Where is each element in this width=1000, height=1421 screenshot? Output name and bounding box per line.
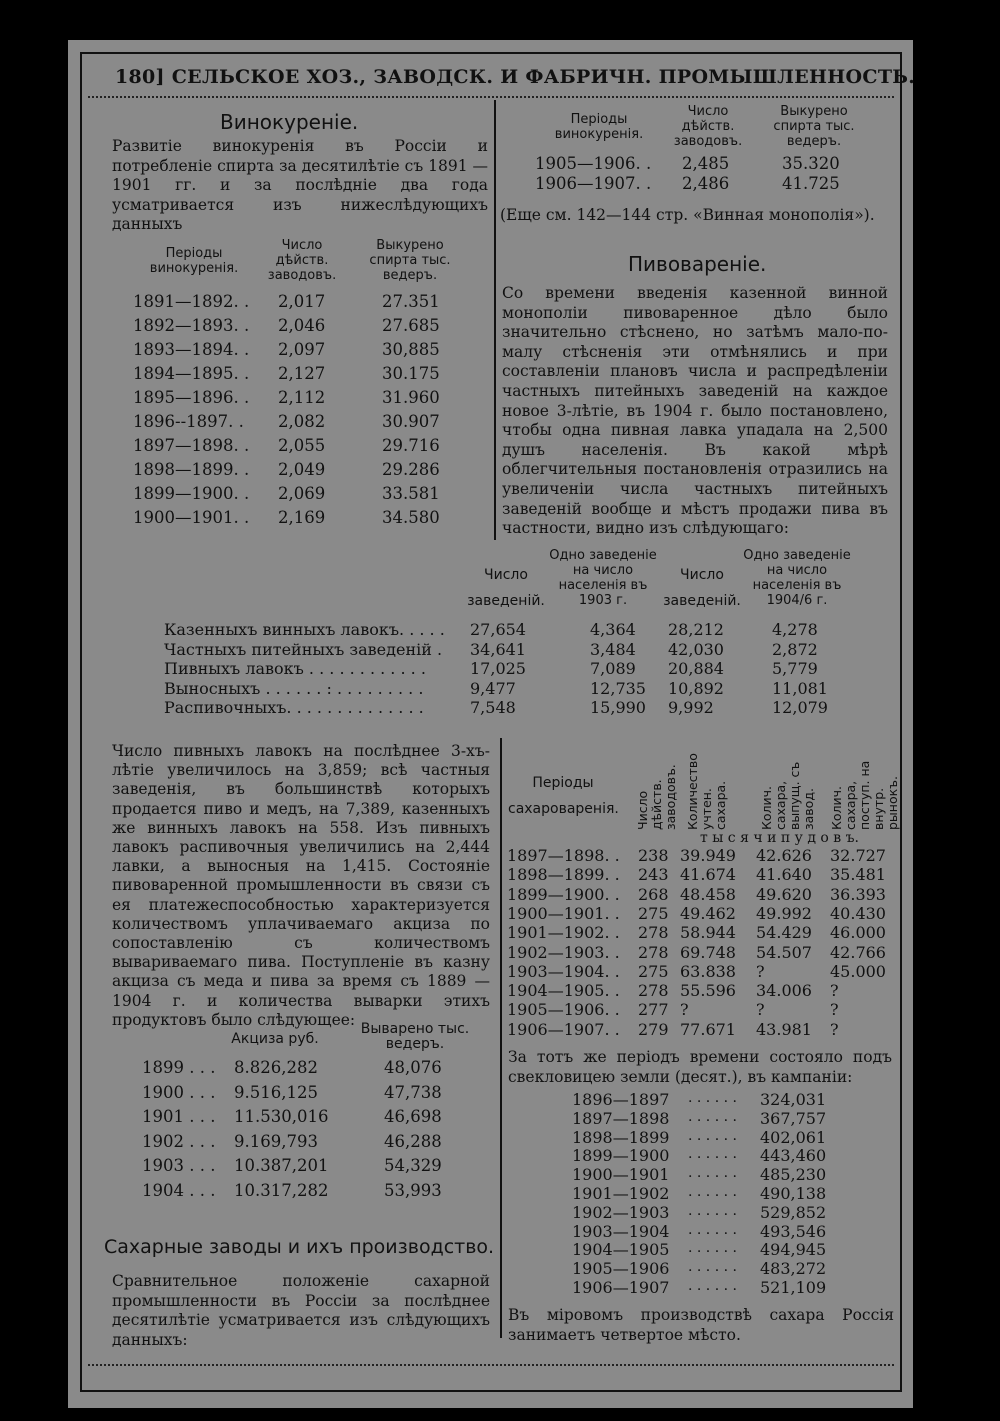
distilling-intro: Развитіе винокуренія въ Россіи и потребленіе спирта за десятилѣтіе съ 1891 — 1901 гг. и за послѣдніе два года усматривается изъ нижеслѣдующихъ данныхъ xyxy=(112,137,488,234)
sugar-col-released: Колич. сахара, выпущ. съ завод. xyxy=(759,761,816,830)
beet-row-period: 1903—1904 xyxy=(572,1221,670,1241)
distilling-row-period: 1897—1898. . xyxy=(133,436,250,455)
shops-col-1903-count: Число заведеній. xyxy=(467,567,545,609)
sugar-row-value: 279 xyxy=(638,1019,669,1039)
sugar-row-value: 48.458 xyxy=(680,884,736,904)
sugar-row-value: ? xyxy=(756,1000,765,1020)
distilling-row-period: 1892—1893. . xyxy=(133,316,250,335)
beet-row-area: 490,138 xyxy=(760,1184,827,1203)
sugar-row-value: 275 xyxy=(638,903,669,923)
beet-row-period: 1902—1903 xyxy=(572,1202,670,1222)
beet-row-dots: . . . . . . xyxy=(688,1165,737,1182)
sugar-row-value: 39.949 xyxy=(680,846,736,865)
beet-row-dots: . . . . . . xyxy=(688,1278,737,1294)
distilling-cont-spirit: 41.725 xyxy=(782,174,840,193)
running-header: 180] СЕЛЬСКОЕ ХОЗ., ЗАВОДСК. И ФАБРИЧН. ПРОМЫШЛЕННОСТЬ. xyxy=(115,66,916,88)
shops-row-label: Частныхъ питейныхъ заведеній . xyxy=(164,639,443,659)
distilling-row-plants: 2,082 xyxy=(278,412,326,431)
beet-row-area: 529,852 xyxy=(760,1202,827,1222)
sugar-row-value: ? xyxy=(830,1019,839,1039)
beer-row-year: 1902 . . . xyxy=(142,1131,216,1151)
beet-row-dots: . . . . . . xyxy=(688,1184,737,1200)
distilling-row-period: 1893—1894. . xyxy=(133,340,250,359)
beer-row-excise: 9.169,793 xyxy=(234,1131,318,1151)
distilling-title: Винокуреніе. xyxy=(220,110,359,134)
shops-row-label: Пивныхъ лавокъ . . . . . . . . . . . . xyxy=(164,659,426,678)
distilling-row-spirit: 30.175 xyxy=(382,364,440,383)
beet-row-period: 1901—1902 xyxy=(572,1184,670,1203)
beet-row-period: 1897—1898 xyxy=(572,1108,670,1128)
sugar-col-period: Періоды сахароваренія. xyxy=(508,775,619,817)
sugar-row-value: ? xyxy=(830,1000,839,1020)
distilling-col-period: Періоды винокуренія. xyxy=(149,246,239,276)
beet-intro: За тотъ же періодъ времени состояло подъ свекловицею земли (десят.), въ кампаніи: xyxy=(508,1048,892,1086)
distilling-row-period: 1899—1900. . xyxy=(133,484,250,503)
sugar-col-counted: Количество учтен. сахара. xyxy=(685,753,728,830)
distilling-cont-plants: 2,485 xyxy=(682,154,730,173)
sugar-row-value: 41.640 xyxy=(756,865,812,885)
shops-row-value: 12,735 xyxy=(590,678,646,698)
distilling-cont-period: 1906—1907. . xyxy=(535,174,652,193)
beer-col-brewed: Выварено тыс. ведеръ. xyxy=(360,1021,470,1052)
sugar-row-period: 1906—1907. . xyxy=(507,1019,620,1039)
beet-row-dots: . . . . . . xyxy=(688,1240,737,1257)
distilling-row-spirit: 27.685 xyxy=(382,316,440,335)
distilling-row-period: 1900—1901. . xyxy=(133,508,250,527)
beet-row-area: 494,945 xyxy=(760,1240,827,1260)
distilling-col-plants: Число дѣйств. заводовъ. xyxy=(267,238,337,283)
sugar-col-plants: Число дѣйств. заводовъ. xyxy=(635,764,678,830)
shops-row-value: 9,992 xyxy=(668,698,714,717)
shops-row-value: 27,654 xyxy=(470,620,526,639)
distilling-row-spirit: 29.716 xyxy=(382,436,440,455)
beer-row-excise: 11.530,016 xyxy=(234,1107,329,1126)
beet-row-dots: . . . . . . xyxy=(688,1202,737,1219)
beet-row-period: 1898—1899 xyxy=(572,1127,670,1147)
beer-col-excise: Акциза руб. xyxy=(231,1031,319,1047)
beet-row-dots: . . . . . . xyxy=(688,1146,737,1163)
distilling-cont-col-spirit: Выкурено спирта тыс. ведеръ. xyxy=(773,104,855,149)
distilling-row-spirit: 30,885 xyxy=(382,340,440,359)
distilling-cont-col-period: Періоды винокуренія. xyxy=(554,112,644,142)
sugar-row-value: 54.507 xyxy=(756,942,812,962)
sugar-title: Сахарные заводы и ихъ производство. xyxy=(104,1236,495,1258)
sugar-row-value: 275 xyxy=(638,961,669,981)
beer-row-excise: 9.516,125 xyxy=(234,1082,318,1102)
beet-row-area: 367,757 xyxy=(760,1108,827,1128)
sugar-row-period: 1904—1905. . xyxy=(507,981,620,1001)
beet-row-area: 443,460 xyxy=(760,1146,827,1166)
shops-row-value: 7,089 xyxy=(590,659,636,678)
sugar-row-value: ? xyxy=(830,981,839,1001)
distilling-row-spirit: 33.581 xyxy=(382,484,440,503)
sugar-row-value: 278 xyxy=(638,981,669,1001)
sugar-row-period: 1902—1903. . xyxy=(507,942,620,962)
distilling-row-plants: 2,017 xyxy=(278,292,326,311)
shops-row-value: 28,212 xyxy=(668,620,724,639)
distilling-row-period: 1894—1895. . xyxy=(133,364,250,383)
beet-row-dots: . . . . . . xyxy=(688,1221,737,1238)
beer-row-year: 1901 . . . xyxy=(142,1107,216,1126)
beet-row-period: 1899—1900 xyxy=(572,1146,670,1166)
beet-row-dots: . . . . . . xyxy=(688,1090,737,1106)
distilling-row-spirit: 29.286 xyxy=(382,460,440,479)
sugar-intro: Сравнительное положеніе сахарной промышленности въ Россіи за послѣднее десятилѣтіе усматривается изъ слѣдующихъ данныхъ: xyxy=(112,1272,490,1349)
sugar-row-value: 32.727 xyxy=(830,846,886,865)
sugar-row-value: 63.838 xyxy=(680,961,736,981)
beer-row-year: 1903 . . . xyxy=(142,1156,216,1175)
distilling-row-plants: 2,097 xyxy=(278,340,326,359)
sugar-row-value: 45.000 xyxy=(830,961,886,981)
sugar-row-period: 1897—1898. . xyxy=(507,846,620,865)
beet-row-dots: . . . . . . xyxy=(688,1108,737,1125)
shops-row-label: Выносныхъ . . . . . . : . . . . . . . . . xyxy=(164,678,424,698)
distilling-row-plants: 2,127 xyxy=(278,364,326,383)
distilling-row-plants: 2,055 xyxy=(278,436,326,455)
shops-row-value: 5,779 xyxy=(772,659,818,678)
shops-row-value: 12,079 xyxy=(772,698,828,717)
beer-row-brewed: 46,288 xyxy=(384,1131,442,1151)
distilling-row-plants: 2,046 xyxy=(278,316,326,335)
sugar-row-value: 58.944 xyxy=(680,923,736,943)
beer-row-brewed: 47,738 xyxy=(384,1082,442,1102)
distilling-row-spirit: 34.580 xyxy=(382,508,440,527)
distilling-row-spirit: 30.907 xyxy=(382,412,440,431)
shops-row-value: 15,990 xyxy=(590,698,646,717)
sugar-row-value: 77.671 xyxy=(680,1019,736,1039)
beer-row-year: 1899 . . . xyxy=(142,1058,216,1077)
beer-row-brewed: 54,329 xyxy=(384,1156,442,1175)
distilling-row-period: 1891—1892. . xyxy=(133,292,250,311)
distilling-row-period: 1898—1899. . xyxy=(133,460,250,479)
sugar-row-value: 277 xyxy=(638,1000,669,1020)
beet-row-period: 1900—1901 xyxy=(572,1165,670,1185)
column-divider-bottom xyxy=(500,738,502,1338)
distilling-row-period: 1896--1897. . xyxy=(133,412,244,431)
shops-row-value: 34,641 xyxy=(470,639,526,659)
beet-row-area: 402,061 xyxy=(760,1127,827,1147)
beet-row-dots: . . . . . . xyxy=(688,1127,737,1144)
distilling-cont-period: 1905—1906. . xyxy=(535,154,652,173)
distilling-row-spirit: 31.960 xyxy=(382,388,440,407)
sugar-row-value: 40.430 xyxy=(830,903,886,923)
shops-row-value: 3,484 xyxy=(590,639,636,659)
brewing-title: Пивовареніе. xyxy=(628,252,767,276)
beet-row-period: 1905—1906 xyxy=(572,1259,670,1279)
monopoly-note: (Еще см. 142—144 стр. «Винная монополія»). xyxy=(500,206,875,224)
sugar-row-value: 34.006 xyxy=(756,981,812,1001)
sugar-row-value: 49.992 xyxy=(756,903,812,923)
shops-row-value: 42,030 xyxy=(668,639,724,659)
shops-row-value: 20,884 xyxy=(668,659,724,678)
sugar-row-period: 1898—1899. . xyxy=(507,865,620,885)
distilling-cont-col-plants: Число дѣйств. заводовъ. xyxy=(673,104,743,149)
sugar-row-value: 243 xyxy=(638,865,669,885)
distilling-row-spirit: 27.351 xyxy=(382,292,440,311)
sugar-row-period: 1899—1900. . xyxy=(507,884,620,904)
sugar-units: т ы с я ч и п у д о в ъ. xyxy=(700,830,859,846)
beet-row-period: 1904—1905 xyxy=(572,1240,670,1260)
sugar-row-value: 35.481 xyxy=(830,865,886,885)
beer-row-excise: 8.826,282 xyxy=(234,1058,318,1077)
beer-row-brewed: 46,698 xyxy=(384,1107,442,1126)
shops-row-value: 2,872 xyxy=(772,639,818,659)
distilling-row-plants: 2,112 xyxy=(278,388,326,407)
beet-row-period: 1906—1907 xyxy=(572,1278,670,1297)
shops-col-1903-per: Одно заведеніе на число населенія въ 1903 г. xyxy=(549,548,657,608)
shops-row-label: Казенныхъ винныхъ лавокъ. . . . . xyxy=(164,620,445,639)
shops-col-1904-count: Число заведеній. xyxy=(663,567,741,609)
beet-row-area: 485,230 xyxy=(760,1165,827,1185)
beet-row-area: 483,272 xyxy=(760,1259,827,1279)
sugar-row-value: 42.626 xyxy=(756,846,812,865)
column-divider-top xyxy=(494,100,496,540)
distilling-row-plants: 2,049 xyxy=(278,460,326,479)
sugar-row-period: 1901—1902. . xyxy=(507,923,620,943)
beet-row-area: 493,546 xyxy=(760,1221,827,1241)
beer-row-excise: 10.387,201 xyxy=(234,1156,329,1175)
beer-row-brewed: 48,076 xyxy=(384,1058,442,1077)
distilling-row-plants: 2,169 xyxy=(278,508,326,527)
sugar-col-market: Колич. сахара, поступ. на внутр. рынокъ. xyxy=(829,760,900,830)
beer-row-year: 1900 . . . xyxy=(142,1082,216,1102)
sugar-row-value: 46.000 xyxy=(830,923,886,943)
beer-row-year: 1904 . . . xyxy=(142,1180,216,1200)
beet-row-area: 324,031 xyxy=(760,1090,827,1109)
beet-row-dots: . . . . . . xyxy=(688,1259,737,1276)
sugar-row-value: 42.766 xyxy=(830,942,886,962)
distilling-row-plants: 2,069 xyxy=(278,484,326,503)
sugar-row-value: 55.596 xyxy=(680,981,736,1001)
sugar-row-value: 278 xyxy=(638,923,669,943)
sugar-row-value: 69.748 xyxy=(680,942,736,962)
shops-row-value: 9,477 xyxy=(470,678,516,698)
distilling-cont-spirit: 35.320 xyxy=(782,154,840,173)
sugar-row-value: 268 xyxy=(638,884,669,904)
sugar-row-value: 49.462 xyxy=(680,903,736,923)
shops-row-value: 4,278 xyxy=(772,620,818,639)
footer-rule xyxy=(88,1364,894,1366)
distilling-col-spirit: Выкурено спирта тыс. ведеръ. xyxy=(369,238,451,283)
sugar-row-value: 278 xyxy=(638,942,669,962)
shops-row-value: 7,548 xyxy=(470,698,516,717)
header-rule xyxy=(88,96,894,98)
shops-col-1904-per: Одно заведеніе на число населенія въ 1904/6 г. xyxy=(743,548,851,608)
shops-row-label: Распивочныхъ. . . . . . . . . . . . . . xyxy=(164,698,424,717)
sugar-row-value: 49.620 xyxy=(756,884,812,904)
beer-row-excise: 10.317,282 xyxy=(234,1180,329,1200)
sugar-row-value: 36.393 xyxy=(830,884,886,904)
shops-row-value: 10,892 xyxy=(668,678,724,698)
sugar-row-value: 54.429 xyxy=(756,923,812,943)
distilling-row-period: 1895—1896. . xyxy=(133,388,250,407)
sugar-closing: Въ міровомъ производствѣ сахара Россія занимаетъ четвертое мѣсто. xyxy=(508,1306,894,1344)
sugar-row-period: 1905—1906. . xyxy=(507,1000,620,1020)
beet-row-area: 521,109 xyxy=(760,1278,827,1297)
sugar-row-period: 1900—1901. . xyxy=(507,903,620,923)
shops-row-value: 17,025 xyxy=(470,659,526,678)
sugar-row-value: 43.981 xyxy=(756,1019,812,1039)
distilling-cont-plants: 2,486 xyxy=(682,174,730,193)
sugar-row-value: ? xyxy=(680,1000,689,1020)
shops-row-value: 4,364 xyxy=(590,620,636,639)
beer-text: Число пивныхъ лавокъ на послѣднее 3-хъ-лѣтіе увеличилось на 3,859; всѣ частныя заведенія, въ большинствѣ которыхъ продается пиво и медъ, на 7,389, казенныхъ же винныхъ лавокъ на 558. Изъ пивныхъ лавокъ распивочныя увеличились на 2,444 лавки, а выносныя на 1,415. Состояніе пивоваренной промышленности въ связи съ ея платежеспособностью характеризуется количествомъ уплачиваемаго акциза по сопоставленію съ количествомъ вывариваемаго пива. Поступленіе въ казну акциза съ меда и пива за время съ 1889 — 1904 г. и количества выварки этихъ продуктовъ было слѣдующее: xyxy=(112,742,490,1029)
sugar-row-value: ? xyxy=(756,961,765,981)
brewing-text: Со времени введенія казенной винной монополіи пивоваренное дѣло было значительно стѣснено, но затѣмъ мало-по-малу стѣсненія эти отмѣнялись и при составленіи плановъ числа и распредѣленіи частныхъ питейныхъ заведеній на каждое новое 3-лѣтіе, въ 1904 г. было постановлено, чтобы одна пивная лавка упадала на 2,500 душъ населенія. Въ какой мѣрѣ облегчительныя постановленія отразились на увеличеніи числа частныхъ питейныхъ заведеній вообще и мѣстъ продажи пива въ частности, видно изъ слѣдующаго: xyxy=(502,284,888,538)
sugar-row-value: 41.674 xyxy=(680,865,736,885)
shops-row-value: 11,081 xyxy=(772,678,828,698)
beet-row-period: 1896—1897 xyxy=(572,1090,670,1109)
sugar-row-period: 1903—1904. . xyxy=(507,961,620,981)
sugar-row-value: 238 xyxy=(638,846,669,865)
beer-row-brewed: 53,993 xyxy=(384,1180,442,1200)
